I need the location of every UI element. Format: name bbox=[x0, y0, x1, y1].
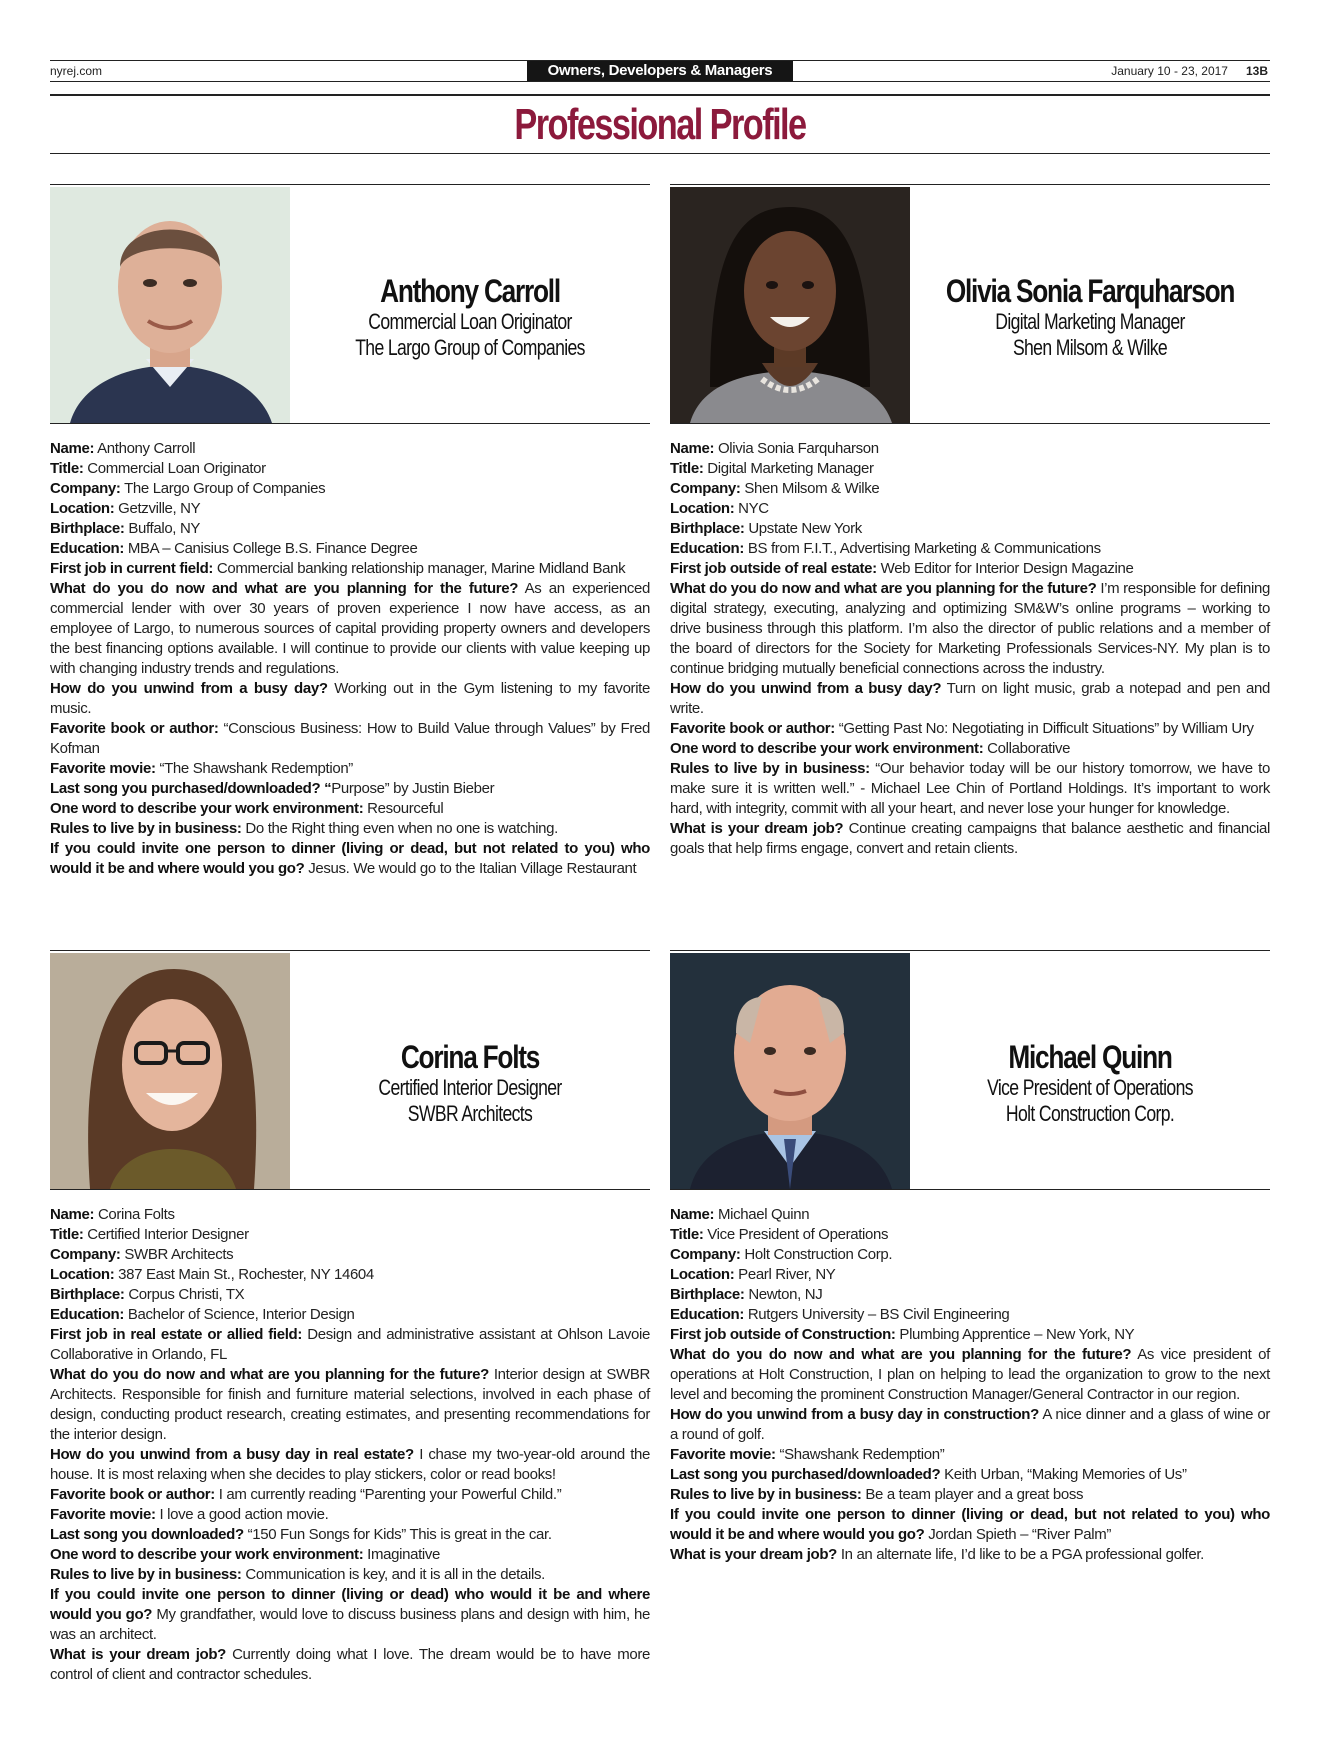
qa-item: What do you do now and what are you planning for the future? As vice president of operations at Holt Construction, I plan on helping to lead the organization to grow to the next level and becoming the prominent Construction Manager/General Contractor in our region. bbox=[670, 1346, 1270, 1403]
qa-item: What is your dream job? Continue creating campaigns that balance aesthetic and financial goals that help firms engage, convert and retain clients. bbox=[670, 820, 1270, 857]
person-company: Shen Milsom & Wilke bbox=[1012, 335, 1168, 360]
qa-item: One word to describe your work environment: Resourceful bbox=[50, 800, 444, 817]
person-name: Michael Quinn bbox=[1008, 1039, 1172, 1075]
qa-item: Birthplace: Buffalo, NY bbox=[50, 520, 201, 537]
person-company: Holt Construction Corp. bbox=[1005, 1101, 1175, 1126]
qa-item: Title: Commercial Loan Originator bbox=[50, 460, 266, 477]
person-name: Olivia Sonia Farquharson bbox=[945, 273, 1235, 309]
person-title: Commercial Loan Originator bbox=[368, 309, 572, 334]
qa-item: First job in current field: Commercial banking relationship manager, Marine Midland Bank bbox=[50, 560, 626, 577]
issue-date: January 10 - 23, 2017 bbox=[1111, 64, 1228, 78]
person-name: Corina Folts bbox=[400, 1039, 540, 1075]
qa-item: Title: Vice President of Operations bbox=[670, 1226, 889, 1243]
qa-item: Name: Anthony Carroll bbox=[50, 440, 196, 457]
qa-item: How do you unwind from a busy day in construction? A nice dinner and a glass of wine or a round of golf. bbox=[670, 1406, 1270, 1443]
qa-item: How do you unwind from a busy day? Turn on light music, grab a notepad and pen and write. bbox=[670, 680, 1270, 717]
qa-item: Name: Michael Quinn bbox=[670, 1206, 810, 1223]
qa-item: Company: SWBR Architects bbox=[50, 1246, 234, 1263]
qa-item: Rules to live by in business: Do the Right thing even when no one is watching. bbox=[50, 820, 558, 837]
person-company: SWBR Architects bbox=[407, 1101, 533, 1126]
qa-item: Title: Certified Interior Designer bbox=[50, 1226, 249, 1243]
qa-item: Title: Digital Marketing Manager bbox=[670, 460, 874, 477]
name-block bbox=[910, 273, 1270, 361]
headshot-photo bbox=[50, 953, 290, 1189]
profile-corina-folts bbox=[50, 950, 650, 1685]
qa-item: Location: Pearl River, NY bbox=[670, 1266, 836, 1283]
qa-item: First job in real estate or allied field: Design and administrative assistant at Ohlson Lavoie Collaborative in Orlando, FL bbox=[50, 1326, 650, 1363]
headshot-woman-icon bbox=[670, 187, 910, 423]
profile-card bbox=[670, 184, 1270, 424]
qa-item: If you could invite one person to dinner (living or dead, but not related to you) who would it be and where would you go? Jesus. We would go to the Italian Village Restaurant bbox=[50, 840, 650, 877]
headshot-photo bbox=[670, 953, 910, 1189]
page-header bbox=[50, 60, 1270, 82]
qa-item: Name: Corina Folts bbox=[50, 1206, 175, 1223]
qa-list bbox=[50, 1205, 650, 1685]
qa-item: Last song you purchased/downloaded? “Purpose” by Justin Bieber bbox=[50, 780, 495, 797]
qa-item: Favorite movie: I love a good action movie. bbox=[50, 1506, 329, 1523]
qa-item: Favorite book or author: I am currently reading “Parenting your Powerful Child.” bbox=[50, 1486, 562, 1503]
qa-item: What do you do now and what are you planning for the future? Interior design at SWBR Architects. Responsible for finish and furniture material selections, involved in each phase of design, conducting product research, creating estimates, and presenting recommendations for the interior design. bbox=[50, 1366, 650, 1443]
qa-item: Rules to live by in business: Communication is key, and it is all in the details. bbox=[50, 1566, 545, 1583]
qa-item: Last song you purchased/downloaded? Keith Urban, “Making Memories of Us” bbox=[670, 1466, 1187, 1483]
qa-item: How do you unwind from a busy day? Working out in the Gym listening to my favorite music. bbox=[50, 680, 650, 717]
qa-item: Location: 387 East Main St., Rochester, NY 14604 bbox=[50, 1266, 374, 1283]
qa-item: What is your dream job? Currently doing what I love. The dream would be to have more control of client and contractor schedules. bbox=[50, 1646, 650, 1683]
title-band bbox=[50, 96, 1270, 154]
profile-card bbox=[50, 184, 650, 424]
qa-item: Favorite book or author: “Getting Past No: Negotiating in Difficult Situations” by William Ury bbox=[670, 720, 1254, 737]
qa-item: One word to describe your work environment: Imaginative bbox=[50, 1546, 441, 1563]
person-company: The Largo Group of Companies bbox=[355, 335, 585, 360]
qa-item: What do you do now and what are you planning for the future? As an experienced commercial lender with over 30 years of proven experience I now have access, as an employee of Largo, to numerous sources of capital providing property owners and developers the best financing options available. I will continue to provide our clients with value keeping up with changing industry trends and regulations. bbox=[50, 580, 650, 677]
qa-item: Education: Rutgers University – BS Civil Engineering bbox=[670, 1306, 1010, 1323]
qa-item: Location: NYC bbox=[670, 500, 769, 517]
person-title: Digital Marketing Manager bbox=[995, 309, 1185, 334]
profile-card bbox=[670, 950, 1270, 1190]
qa-item: Name: Olivia Sonia Farquharson bbox=[670, 440, 879, 457]
qa-item: If you could invite one person to dinner (living or dead, but not related to you) who would it be and where would you go? Jordan Spieth – “River Palm” bbox=[670, 1506, 1270, 1543]
headshot-photo bbox=[670, 187, 910, 423]
qa-item: Favorite movie: “Shawshank Redemption” bbox=[670, 1446, 945, 1463]
qa-item: Last song you downloaded? “150 Fun Songs for Kids” This is great in the car. bbox=[50, 1526, 552, 1543]
qa-item: Birthplace: Corpus Christi, TX bbox=[50, 1286, 245, 1303]
qa-item: Company: Shen Milsom & Wilke bbox=[670, 480, 880, 497]
qa-item: Birthplace: Upstate New York bbox=[670, 520, 862, 537]
qa-item: Location: Getzville, NY bbox=[50, 500, 201, 517]
qa-item: First job outside of real estate: Web Editor for Interior Design Magazine bbox=[670, 560, 1134, 577]
page-title: Professional Profile bbox=[514, 100, 806, 149]
qa-item: If you could invite one person to dinner (living or dead) who would it be and where would you go? My grandfather, would love to discuss business plans and design with him, he was an architect. bbox=[50, 1586, 650, 1643]
qa-item: One word to describe your work environment: Collaborative bbox=[670, 740, 1071, 757]
name-block bbox=[910, 1039, 1270, 1127]
qa-item: Company: Holt Construction Corp. bbox=[670, 1246, 893, 1263]
qa-list bbox=[50, 439, 650, 879]
qa-item: Favorite movie: “The Shawshank Redemption” bbox=[50, 760, 353, 777]
issue-info bbox=[1111, 64, 1268, 78]
name-block bbox=[290, 1039, 650, 1127]
profile-anthony-carroll bbox=[50, 184, 650, 879]
profile-michael-quinn bbox=[670, 950, 1270, 1565]
qa-item: Rules to live by in business: Be a team player and a great boss bbox=[670, 1486, 1084, 1503]
qa-item: Favorite book or author: “Conscious Business: How to Build Value through Values” by Fred Kofman bbox=[50, 720, 650, 757]
headshot-man-icon bbox=[50, 187, 290, 423]
qa-item: How do you unwind from a busy day in real estate? I chase my two-year-old around the house. It is most relaxing when she decides to play stickers, color or read books! bbox=[50, 1446, 650, 1483]
headshot-man-suit-icon bbox=[670, 953, 910, 1189]
qa-item: What is your dream job? In an alternate life, I’d like to be a PGA professional golfer. bbox=[670, 1546, 1204, 1563]
profile-card bbox=[50, 950, 650, 1190]
qa-item: First job outside of Construction: Plumbing Apprentice – New York, NY bbox=[670, 1326, 1135, 1343]
headshot-woman-glasses-icon bbox=[50, 953, 290, 1189]
headshot-photo bbox=[50, 187, 290, 423]
section-title: Owners, Developers & Managers bbox=[527, 61, 793, 81]
site-name[interactable]: nyrej.com bbox=[50, 64, 103, 78]
person-title: Certified Interior Designer bbox=[378, 1075, 562, 1100]
qa-item: Education: BS from F.I.T., Advertising Marketing & Communications bbox=[670, 540, 1101, 557]
page-number: 13B bbox=[1245, 64, 1268, 78]
profile-olivia-farquharson bbox=[670, 184, 1270, 859]
person-title: Vice President of Operations bbox=[987, 1075, 1193, 1100]
person-name: Anthony Carroll bbox=[380, 273, 560, 309]
qa-item: What do you do now and what are you planning for the future? I’m responsible for defining digital strategy, executing, analyzing and optimizing SM&W’s online programs – working to drive business through this platform. I’m also the director of public relations and a member of the board of directors for the Society for Marketing Professionals Services-NY. My plan is to continue bridging mutually beneficial connections across the industry. bbox=[670, 580, 1270, 677]
qa-list bbox=[670, 1205, 1270, 1565]
qa-item: Company: The Largo Group of Companies bbox=[50, 480, 326, 497]
qa-item: Education: Bachelor of Science, Interior Design bbox=[50, 1306, 355, 1323]
qa-list bbox=[670, 439, 1270, 859]
qa-item: Birthplace: Newton, NJ bbox=[670, 1286, 823, 1303]
qa-item: Education: MBA – Canisius College B.S. Finance Degree bbox=[50, 540, 418, 557]
name-block bbox=[290, 273, 650, 361]
qa-item: Rules to live by in business: “Our behavior today will be our history tomorrow, we have to make sure it is written well.” - Michael Lee Chin of Portland Holdings. It’s important to work hard, with integrity, commit with all your heart, and never lose your hunger for knowledge. bbox=[670, 760, 1270, 817]
